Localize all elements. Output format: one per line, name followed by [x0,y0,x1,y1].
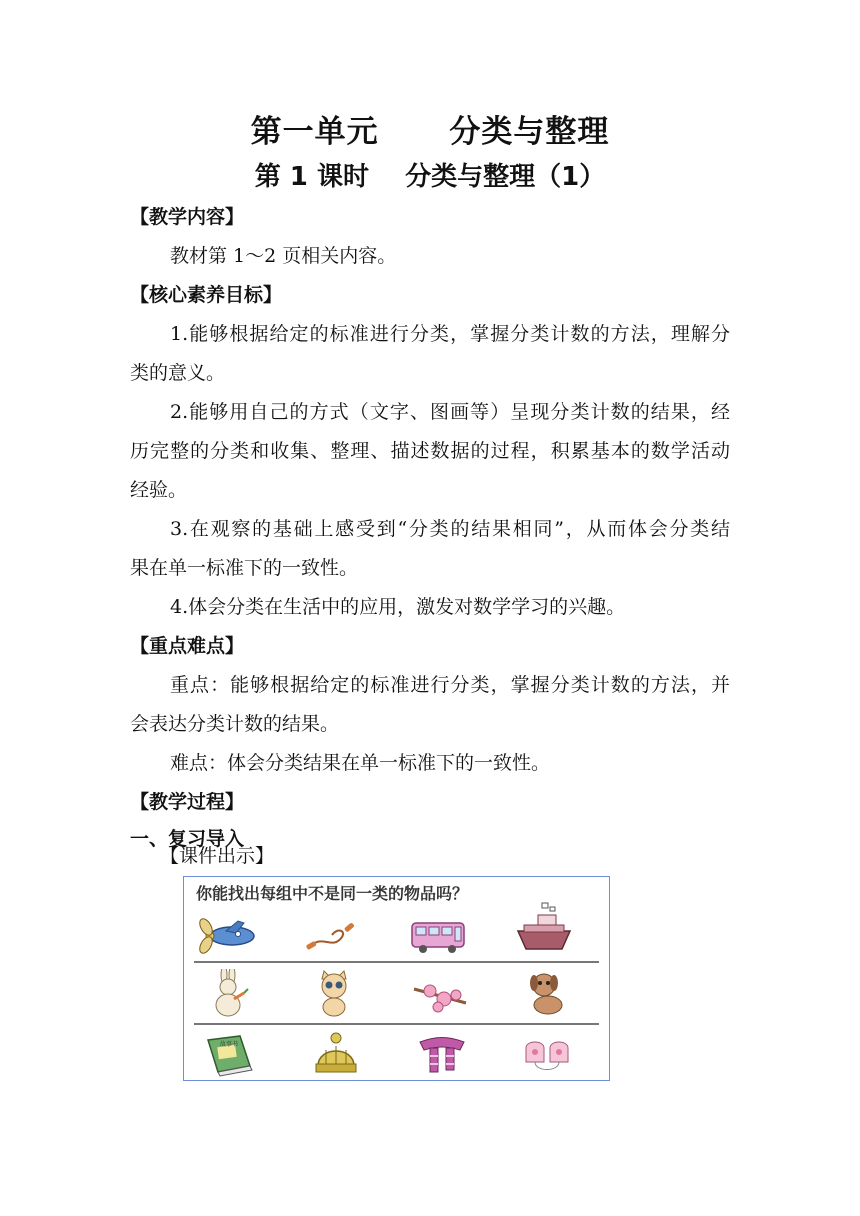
row-divider [194,961,599,963]
goal-1-line-1: 1.能够根据给定的标准进行分类，掌握分类计数的方法，理解分 [170,323,730,345]
classification-figure [183,876,610,1081]
goal-2-line-3: 经验。 [130,479,188,501]
scarf-icon [412,1032,472,1078]
goal-3-line-1: 3.在观察的基础上感受到“分类的结果相同”，从而体会分类结 [170,518,730,540]
goal-2-line-2: 历完整的分类和收集、整理、描述数据的过程，积累基本的数学活动 [130,440,730,462]
key-point-line-1: 重点：能够根据给定的标准进行分类，掌握分类计数的方法，并 [170,674,730,696]
key-points-heading: 【重点难点】 [130,635,245,657]
goal-1-line-2: 类的意义。 [130,362,226,384]
goal-2-line-1: 2.能够用自己的方式（文字、图画等）呈现分类计数的结果，经 [170,401,730,423]
unit-title: 第一单元 分类与整理 [250,114,610,150]
goals-heading: 【核心素养目标】 [130,284,283,306]
jump-rope-icon [302,913,362,959]
process-heading: 【教学过程】 [130,791,245,813]
courseware-label: 【课件出示】 [160,845,275,867]
bus-icon [408,913,468,959]
content-heading: 【教学内容】 [130,206,245,228]
row-divider [194,1023,599,1025]
ship-icon [514,901,574,959]
book-label: 故事书 [220,1041,239,1048]
lesson-title: 第 1 课时 分类与整理（1） [254,162,606,192]
figure-question: 你能找出每组中不是同一类的物品吗？ [196,884,469,903]
flower-branch-icon [410,969,470,1019]
dog-icon [516,969,576,1019]
cat-icon [304,969,364,1019]
knit-hat-icon [306,1032,366,1078]
mittens-icon [518,1032,578,1078]
goal-3-line-2: 果在单一标准下的一致性。 [130,557,359,579]
key-point-line-2: 会表达分类计数的结果。 [130,713,340,735]
content-text: 教材第 1～2 页相关内容。 [170,245,397,267]
rabbit-icon [198,969,258,1019]
step-1-heading: 一、复习导入 [130,828,245,850]
goal-4: 4.体会分类在生活中的应用，激发对数学学习的兴趣。 [170,596,626,618]
book-icon [200,1032,260,1078]
airplane-icon [196,913,256,959]
difficulty-line: 难点：体会分类结果在单一标准下的一致性。 [170,752,551,774]
